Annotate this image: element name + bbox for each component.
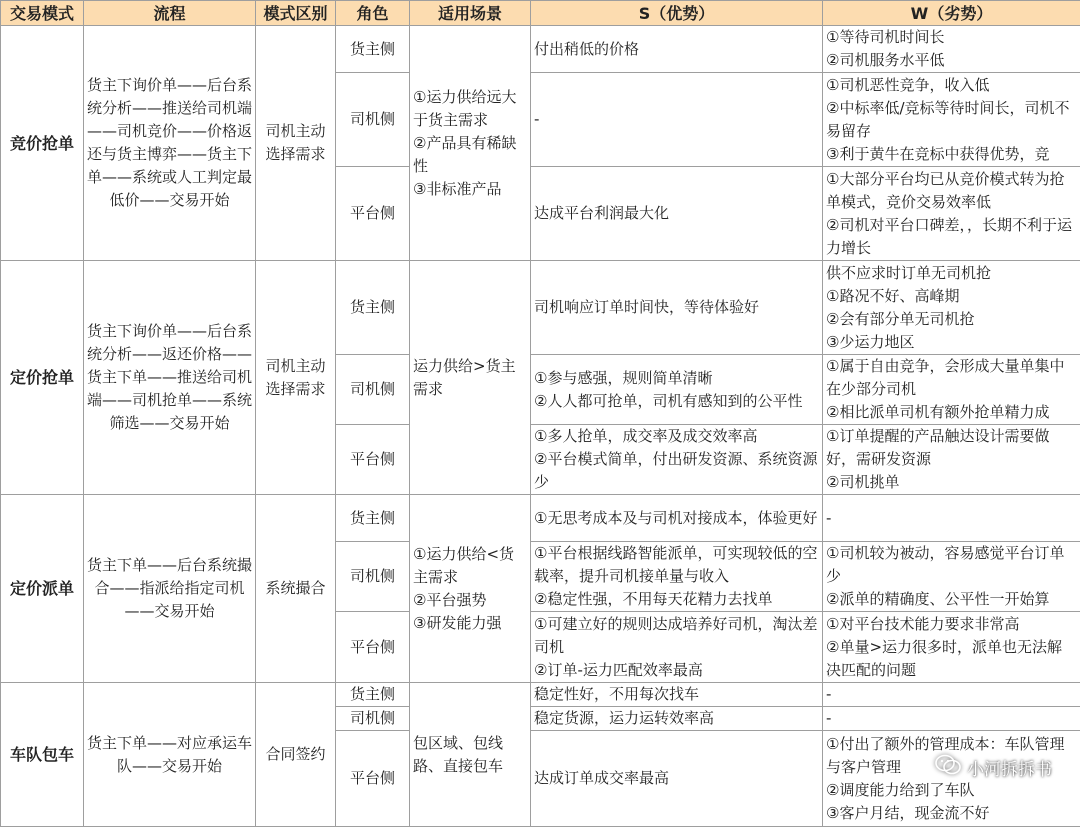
watermark-text: 小河拆拆书 xyxy=(967,755,1052,780)
difference-cell: 司机主动选择需求 xyxy=(256,261,336,495)
header-role: 角色 xyxy=(336,1,410,26)
strength-cell: 司机响应订单时间快，等待体验好 xyxy=(531,261,823,355)
weakness-cell: 供不应求时订单无司机抢 ①路况不好、高峰期 ②会有部分单无司机抢 ③少运力地区 xyxy=(823,261,1080,355)
table-row xyxy=(1,26,1080,73)
header-scenario: 适用场景 xyxy=(410,1,531,26)
flow-cell: 货主下单——对应承运车队——交易开始 xyxy=(84,683,256,827)
difference-cell: 司机主动选择需求 xyxy=(256,26,336,261)
strength-cell: ①多人抢单，成交率及成交效率高 ②平台模式简单，付出研发资源、系统资源少 xyxy=(531,425,823,495)
weakness-cell: ①付出了额外的管理成本：车队管理与客户管理 ②调度能力给到了车队 ③客户月结，现金流不好 xyxy=(823,731,1080,827)
difference-cell: 系统撮合 xyxy=(256,495,336,683)
header-row xyxy=(1,1,1080,26)
mode-cell: 定价派单 xyxy=(1,495,84,683)
strength-cell: 付出稍低的价格 xyxy=(531,26,823,73)
role-cell: 司机侧 xyxy=(336,73,410,167)
weakness-cell: ①对平台技术能力要求非常高 ②单量>运力很多时，派单也无法解决匹配的问题 xyxy=(823,612,1080,683)
weakness-cell: - xyxy=(823,683,1080,707)
flow-cell: 货主下询价单——后台系统分析——返还价格——货主下单——推送给司机端——司机抢单——系统筛选——交易开始 xyxy=(84,261,256,495)
strength-cell: ①可建立好的规则达成培养好司机，淘汰差司机 ②订单-运力匹配效率最高 xyxy=(531,612,823,683)
watermark xyxy=(935,754,1052,781)
header-weaknesses: W（劣势） xyxy=(823,1,1080,26)
role-cell: 司机侧 xyxy=(336,542,410,612)
table-row xyxy=(1,495,1080,542)
table-row xyxy=(1,683,1080,707)
mode-cell: 竞价抢单 xyxy=(1,26,84,261)
scenario-cell: 运力供给>货主需求 xyxy=(410,261,531,495)
difference-cell: 合同签约 xyxy=(256,683,336,827)
weakness-cell: ①大部分平台均已从竞价模式转为抢单模式，竞价交易效率低 ②司机对平台口碑差，，长期不利于运力增长 xyxy=(823,167,1080,261)
strength-cell: 达成平台利润最大化 xyxy=(531,167,823,261)
role-cell: 平台侧 xyxy=(336,731,410,827)
strength-cell: ①无思考成本及与司机对接成本，体验更好 xyxy=(531,495,823,542)
weakness-cell: ①等待司机时间长 ②司机服务水平低 xyxy=(823,26,1080,73)
role-cell: 司机侧 xyxy=(336,707,410,731)
weakness-cell: ①司机恶性竞争，收入低 ②中标率低/竞标等待时间长，司机不易留存 ③利于黄牛在竞标中获得优势，竞 xyxy=(823,73,1080,167)
header-mode: 交易模式 xyxy=(1,1,84,26)
weakness-cell: - xyxy=(823,495,1080,542)
scenario-cell: 包区域、包线路、直接包车 xyxy=(410,683,531,827)
role-cell: 平台侧 xyxy=(336,167,410,261)
role-cell: 平台侧 xyxy=(336,425,410,495)
mode-cell: 车队包车 xyxy=(1,683,84,827)
wechat-icon xyxy=(935,754,961,781)
flow-cell: 货主下询价单——后台系统分析——推送给司机端——司机竞价——价格返还与货主博弈——货主下单——系统或人工判定最低价——交易开始 xyxy=(84,26,256,261)
role-cell: 司机侧 xyxy=(336,355,410,425)
weakness-cell: ①属于自由竞争，会形成大量单集中在少部分司机 ②相比派单司机有额外抢单精力成 xyxy=(823,355,1080,425)
weakness-cell: ①司机较为被动，容易感觉平台订单少 ②派单的精确度、公平性一开始算 xyxy=(823,542,1080,612)
strength-cell: ①平台根据线路智能派单，可实现较低的空载率，提升司机接单量与收入 ②稳定性强，不用每天花精力去找单 xyxy=(531,542,823,612)
header-flow: 流程 xyxy=(84,1,256,26)
role-cell: 货主侧 xyxy=(336,26,410,73)
mode-cell: 定价抢单 xyxy=(1,261,84,495)
header-difference: 模式区别 xyxy=(256,1,336,26)
role-cell: 货主侧 xyxy=(336,261,410,355)
weakness-cell: - xyxy=(823,707,1080,731)
scenario-cell: ①运力供给<货主需求 ②平台强势 ③研发能力强 xyxy=(410,495,531,683)
role-cell: 平台侧 xyxy=(336,612,410,683)
role-cell: 货主侧 xyxy=(336,495,410,542)
flow-cell: 货主下单——后台系统撮合——指派给指定司机——交易开始 xyxy=(84,495,256,683)
role-cell: 货主侧 xyxy=(336,683,410,707)
strength-cell: 达成订单成交率最高 xyxy=(531,731,823,827)
weakness-cell: ①订单提醒的产品触达设计需要做好，需研发资源 ②司机挑单 xyxy=(823,425,1080,495)
strength-cell: 稳定货源，运力运转效率高 xyxy=(531,707,823,731)
scenario-cell: ①运力供给远大于货主需求 ②产品具有稀缺性 ③非标准产品 xyxy=(410,26,531,261)
strength-cell: ①参与感强，规则简单清晰 ②人人都可抢单，司机有感知到的公平性 xyxy=(531,355,823,425)
header-strengths: S（优势） xyxy=(531,1,823,26)
strength-cell: 稳定性好，不用每次找车 xyxy=(531,683,823,707)
strength-cell: - xyxy=(531,73,823,167)
table-row xyxy=(1,261,1080,355)
